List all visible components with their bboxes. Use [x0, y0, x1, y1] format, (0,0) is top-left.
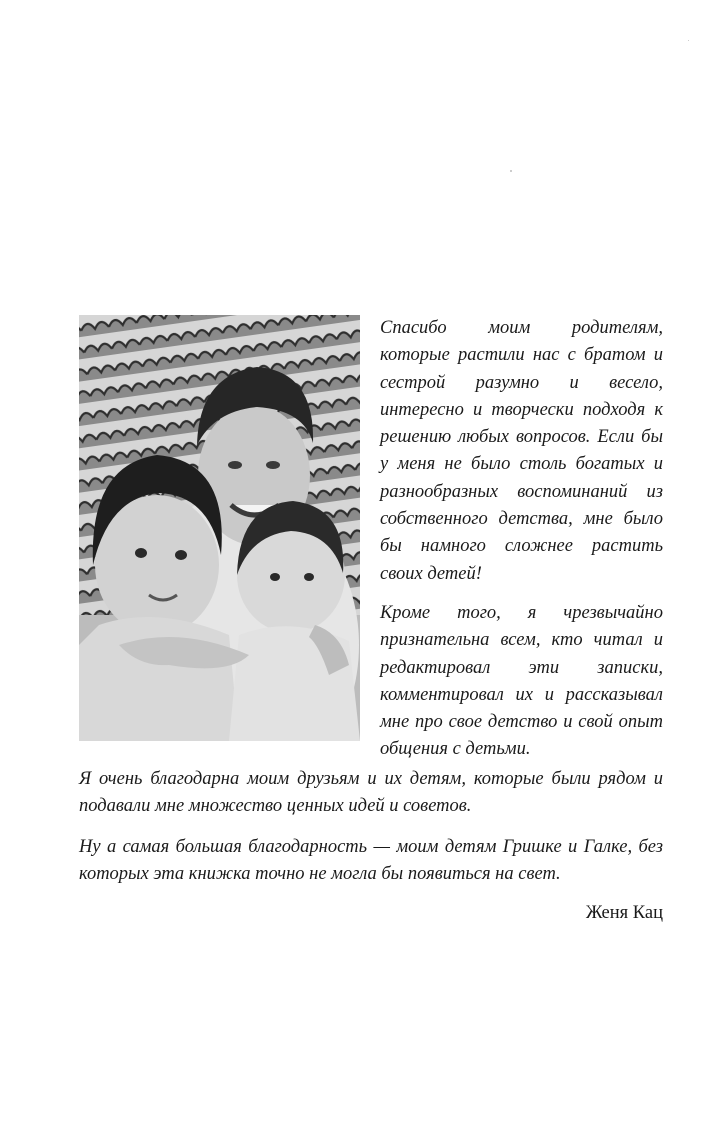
acknowledgements-bottom [79, 766, 663, 901]
paragraph-parents: Спасибо моим родителям, которые растили нас с братом и сестрой разумно и весело, интересно и творчески подходя к решению любых вопросов. Если бы у меня не было столь богатых и разнообразных воспоминаний из собственного детства, мне было бы намного сложнее растить своих детей! [380, 318, 663, 584]
paragraph-friends: Я очень благодарна моим друзьям и их детям, которые были рядом и подавали мне множество ценных идей и советов. [79, 769, 663, 817]
acknowledgements-top [380, 315, 663, 776]
family-photo-icon [79, 315, 360, 741]
family-photo [79, 315, 360, 741]
paragraph-editors: Кроме того, я чрезвычайно признательна всем, кто читал и редактировал эти записки, комментировал их и рассказывал мне про свое детство и свой опыт общения с детьми. [380, 602, 663, 760]
paper-speck [510, 170, 512, 172]
paper-speck [688, 40, 689, 41]
paragraph-children: Ну а самая большая благодарность — моим детям Гришке и Галке, без которых эта книжка точно не могла бы появиться на свет. [79, 836, 663, 884]
author-signature: Женя Кац [585, 903, 663, 923]
